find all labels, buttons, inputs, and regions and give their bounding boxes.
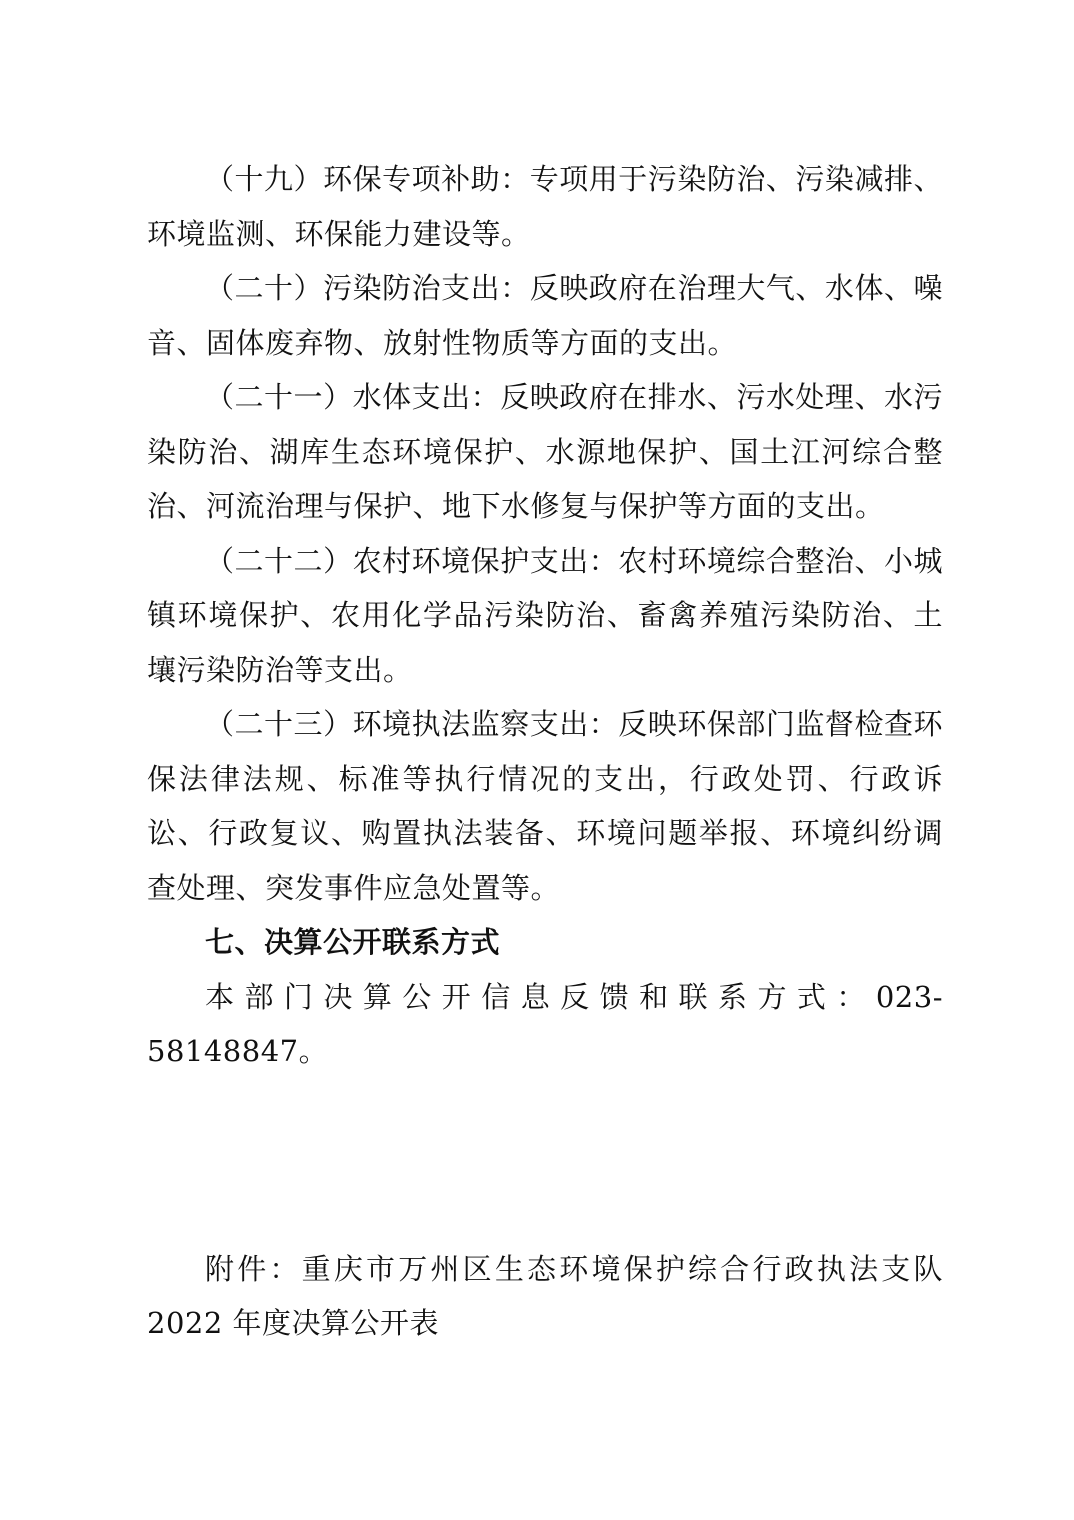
spacer xyxy=(147,1079,943,1242)
document-body xyxy=(147,152,943,1351)
section-heading: 七、决算公开联系方式 xyxy=(205,925,501,959)
paragraph-pollution-control: （二十）污染防治支出：反映政府在治理大气、水体、噪音、固体废弃物、放射性物质等方面的支出。 xyxy=(147,271,943,360)
paragraph-rural-env: （二十二）农村环境保护支出：农村环境综合整治、小城镇环境保护、农用化学品污染防治、畜禽养殖污染防治、土壤污染防治等支出。 xyxy=(147,543,943,687)
contact-paragraph: 本部门决算公开信息反馈和联系方式：023-58148847。 xyxy=(147,979,943,1068)
paragraph-law-enforcement: （二十三）环境执法监察支出：反映环保部门监督检查环保法律法规、标准等执行情况的支出，行政处罚、行政诉讼、行政复议、购置执法装备、环境问题举报、环境纠纷调查处理、突发事件应急处置等。 xyxy=(147,707,943,905)
attachment-paragraph: 附件：重庆市万州区生态环境保护综合行政执法支队 2022 年度决算公开表 xyxy=(147,1251,943,1340)
paragraph-env-subsidy: （十九）环保专项补助：专项用于污染防治、污染减排、环境监测、环保能力建设等。 xyxy=(147,162,943,251)
paragraph-water-expenditure: （二十一）水体支出：反映政府在排水、污水处理、水污染防治、湖库生态环境保护、水源地保护、国土江河综合整治、河流治理与保护、地下水修复与保护等方面的支出。 xyxy=(147,380,943,523)
